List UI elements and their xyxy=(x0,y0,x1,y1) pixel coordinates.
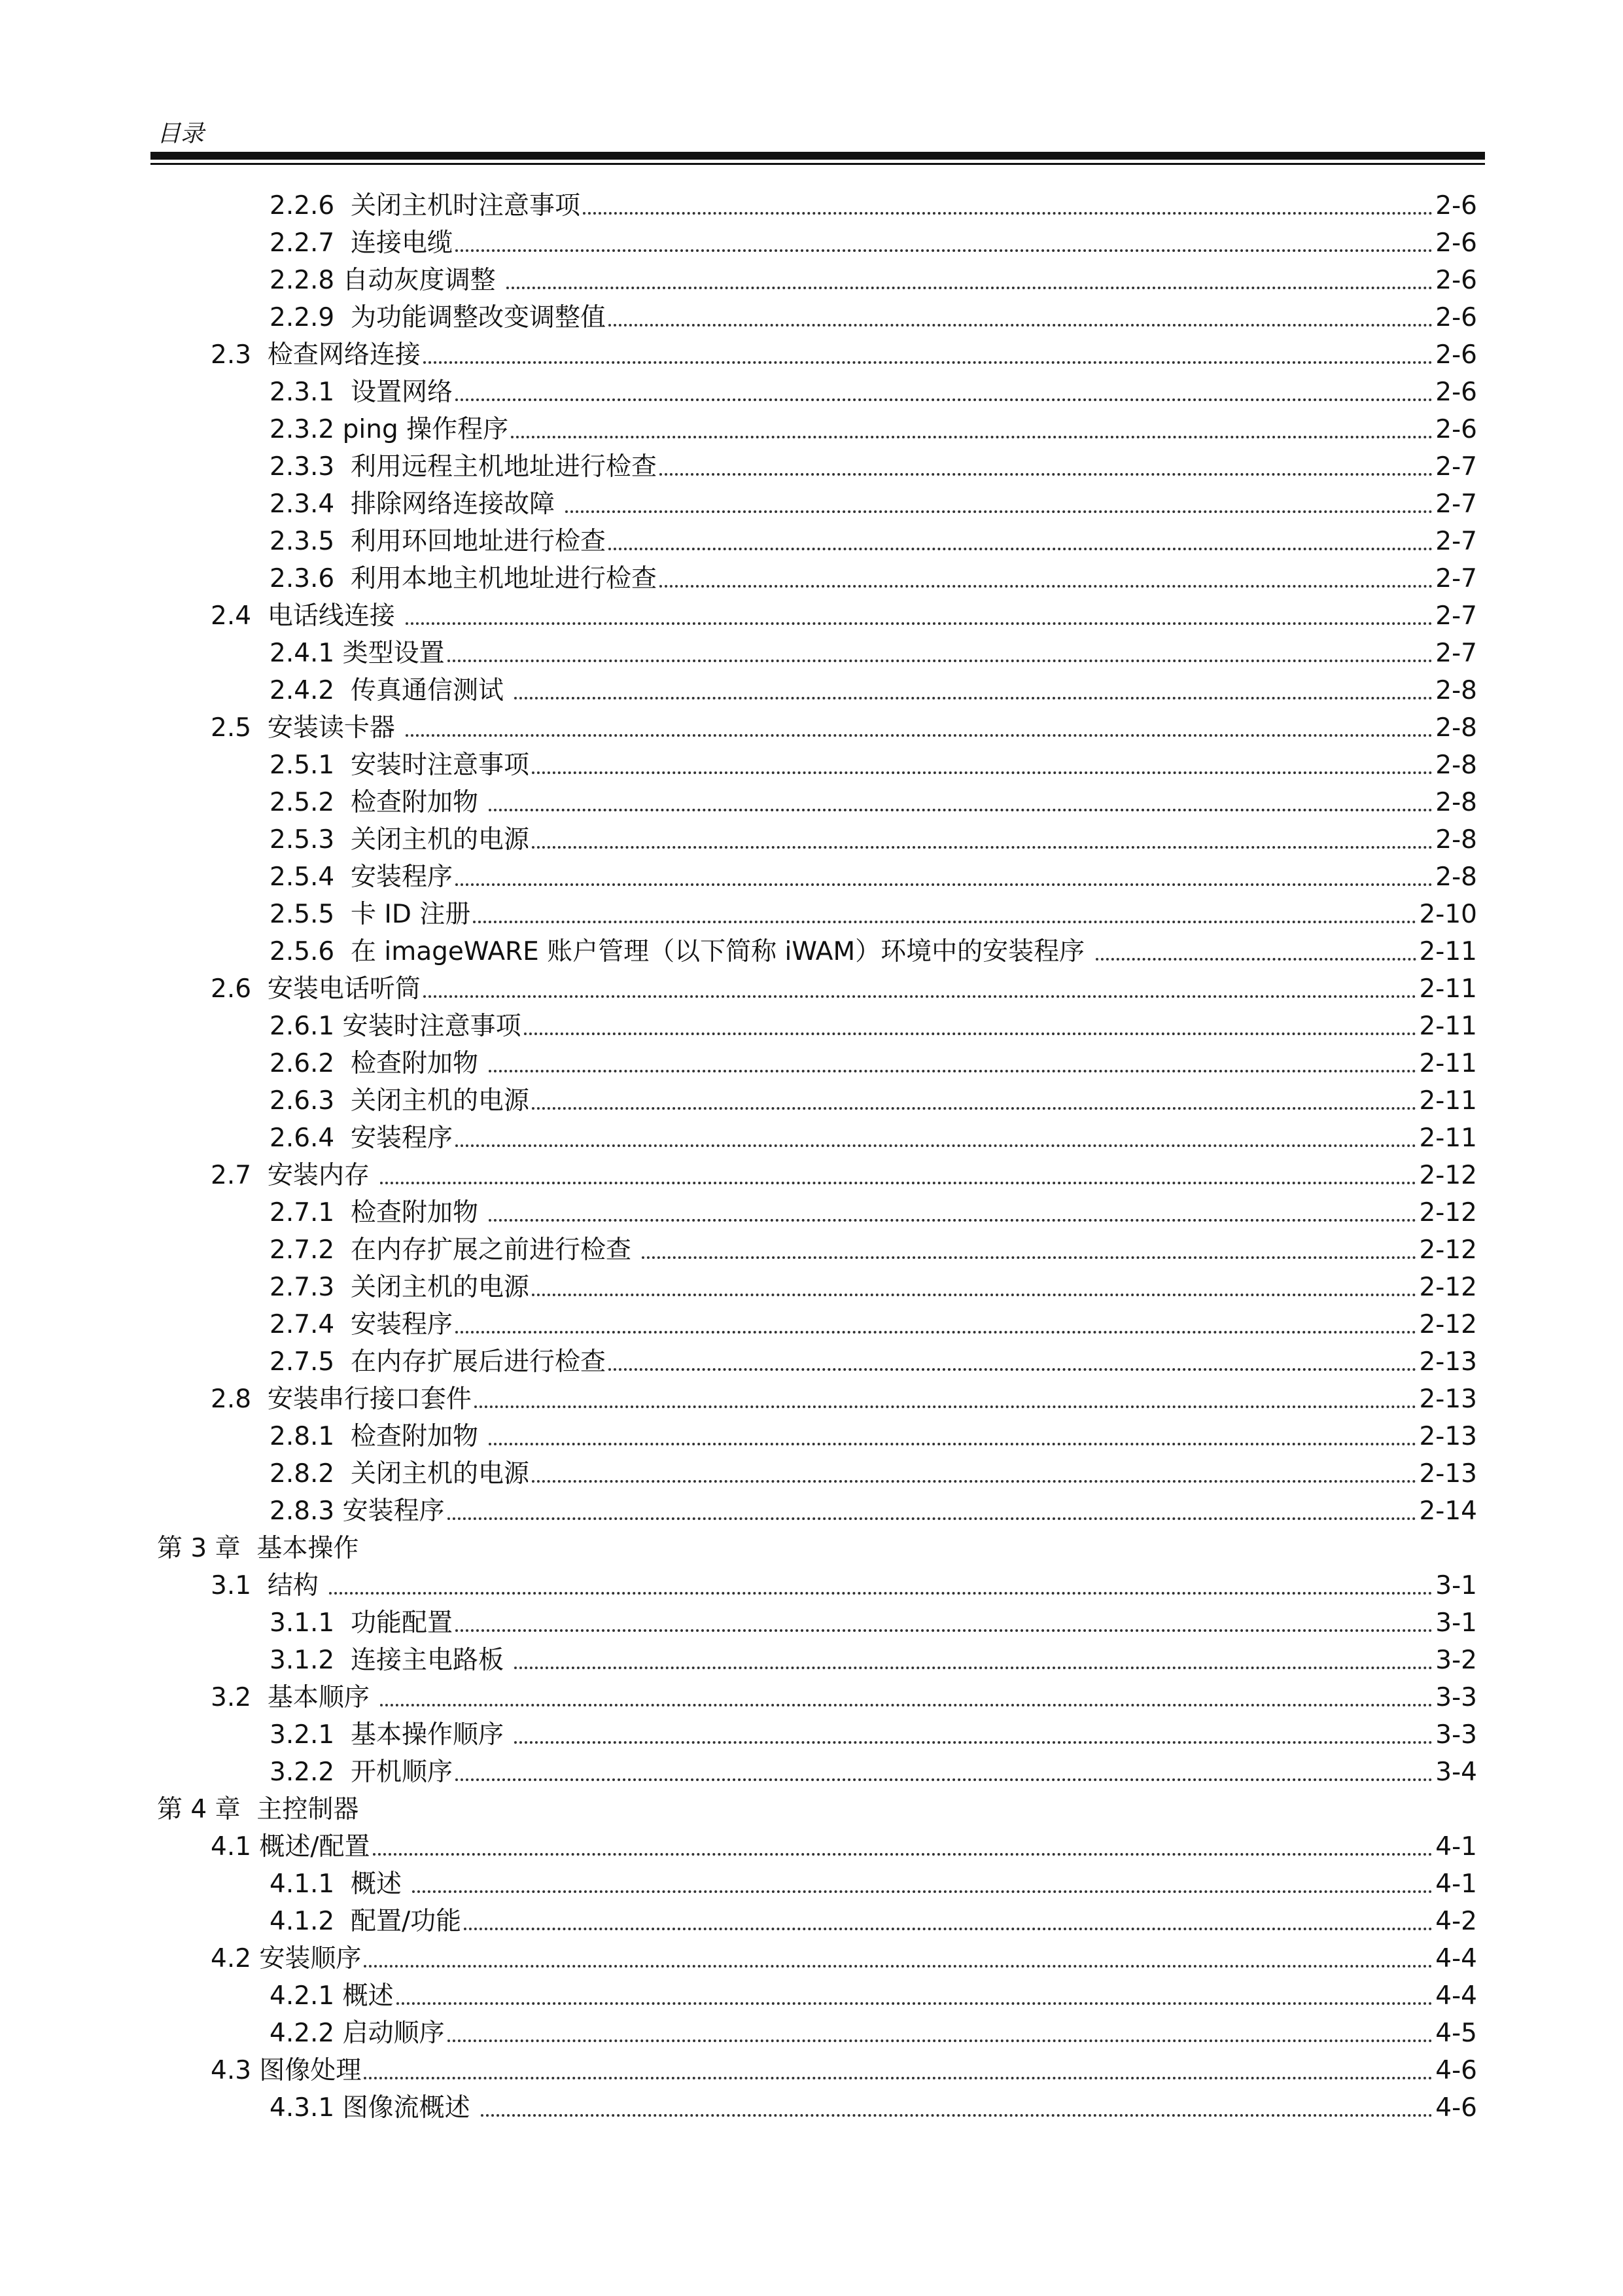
toc-entry-title: 2.5.4 安装程序 xyxy=(270,862,453,892)
dot-leader xyxy=(511,436,1433,438)
toc-entry xyxy=(0,929,1623,966)
dot-leader xyxy=(455,1778,1433,1781)
dot-leader xyxy=(532,1107,1416,1110)
toc-entry-title: 2.3.4 排除网络连接故障 xyxy=(270,489,563,520)
toc-entry xyxy=(0,1451,1623,1489)
toc-entry-title: 2.2.6 关闭主机时注意事项 xyxy=(270,191,581,221)
toc-entry-title: 2.7.1 检查附加物 xyxy=(270,1198,487,1228)
toc-entry-page: 4-1 xyxy=(1435,1869,1477,1899)
toc-entry xyxy=(0,1153,1623,1190)
dot-leader xyxy=(364,2077,1433,2079)
toc-entry-line xyxy=(270,864,1477,892)
toc-entry xyxy=(0,1936,1623,1973)
toc-entry-line xyxy=(270,640,1477,668)
toc-entry-line xyxy=(211,2057,1477,2085)
toc-entry-line xyxy=(270,1871,1477,1899)
toc-entry-page: 4-1 xyxy=(1435,1832,1477,1862)
toc-entry-page: 2-6 xyxy=(1435,415,1477,445)
toc-entry-page: 2-12 xyxy=(1419,1273,1477,1303)
toc-chapter-heading xyxy=(0,1787,1623,1824)
toc-entry-line xyxy=(270,1274,1477,1302)
toc-entry-page: 2-13 xyxy=(1419,1385,1477,1415)
toc-entry xyxy=(0,780,1623,817)
toc-entry-title: 4.2.2 启动顺序 xyxy=(270,2019,445,2049)
toc-entry-line xyxy=(211,1162,1477,1190)
toc-entry-title: 2.8 安装串行接口套件 xyxy=(211,1385,472,1415)
toc-entry xyxy=(0,1750,1623,1787)
toc-entry xyxy=(0,444,1623,482)
toc-entry-page: 2-11 xyxy=(1419,1123,1477,1154)
toc-entry xyxy=(0,1899,1623,1936)
toc-entry-line xyxy=(270,1722,1477,1750)
toc-entry-title: 2.4.2 传真通信测试 xyxy=(270,676,512,706)
toc-entry-page: 2-6 xyxy=(1435,228,1477,258)
dot-leader xyxy=(373,1853,1433,1856)
toc-entry-line xyxy=(270,1199,1477,1227)
dot-leader xyxy=(608,324,1433,327)
toc-entry xyxy=(0,1078,1623,1116)
toc-entry-line xyxy=(211,715,1477,743)
toc-entry xyxy=(0,1862,1623,1899)
toc-entry xyxy=(0,1227,1623,1265)
dot-leader xyxy=(455,1144,1416,1147)
toc-entry-title: 2.6.1 安装时注意事项 xyxy=(270,1012,521,1042)
toc-entry-title: 2.5.2 检查附加物 xyxy=(270,788,487,818)
toc-entry-page: 3-4 xyxy=(1435,1757,1477,1788)
toc-entry-title: 3.1 结构 xyxy=(211,1571,327,1601)
toc-entry-title: 2.3 检查网络连接 xyxy=(211,340,421,370)
dot-leader xyxy=(455,249,1433,252)
toc-entry-line xyxy=(270,789,1477,817)
toc-entry-page: 2-8 xyxy=(1435,788,1477,818)
toc-entry xyxy=(0,1414,1623,1451)
toc-entry xyxy=(0,482,1623,519)
dot-leader xyxy=(364,1965,1433,1968)
toc-entry-page: 4-6 xyxy=(1435,2056,1477,2086)
toc-entry xyxy=(0,519,1623,556)
toc-entry xyxy=(0,332,1623,370)
toc-entry-page: 2-7 xyxy=(1435,489,1477,520)
toc-entry-page: 2-11 xyxy=(1419,937,1477,967)
header-rule-thin xyxy=(150,163,1485,165)
toc-entry-page: 3-1 xyxy=(1435,1571,1477,1601)
toc-entry-title: 2.8.1 检查附加物 xyxy=(270,1422,487,1452)
toc-entry-line xyxy=(270,2020,1477,2048)
toc-entry-line xyxy=(270,1013,1477,1041)
toc-entry-title: 2.4.1 类型设置 xyxy=(270,639,445,669)
toc-entry-line xyxy=(270,304,1477,332)
toc-entry-page: 2-13 xyxy=(1419,1459,1477,1489)
toc-entry-title: 3.1.2 连接主电路板 xyxy=(270,1646,512,1676)
toc-entry-title: 2.6 安装电话听筒 xyxy=(211,974,421,1004)
toc-entry xyxy=(0,817,1623,855)
toc-entry-line xyxy=(270,2094,1477,2123)
toc-entry-page: 2-14 xyxy=(1419,1496,1477,1527)
toc-entry xyxy=(0,631,1623,668)
toc-entry-title: 2.3.2 ping 操作程序 xyxy=(270,415,509,445)
toc-entry xyxy=(0,1563,1623,1600)
toc-entry-title: 4.1.2 配置/功能 xyxy=(270,1907,462,1937)
toc-entry xyxy=(0,1600,1623,1638)
dot-leader xyxy=(608,1368,1416,1371)
toc-entry-line xyxy=(270,1237,1477,1265)
dot-leader xyxy=(455,883,1433,886)
toc-entry-title: 3.1.1 功能配置 xyxy=(270,1608,453,1638)
toc-entry-page: 2-8 xyxy=(1435,713,1477,743)
dot-leader xyxy=(423,361,1433,364)
toc-entry-line xyxy=(270,1610,1477,1638)
dot-leader xyxy=(524,1033,1417,1035)
toc-entry-title: 2.3.3 利用远程主机地址进行检查 xyxy=(270,452,657,482)
toc-entry-line xyxy=(270,677,1477,705)
toc-entry-page: 2-8 xyxy=(1435,676,1477,706)
toc-entry-page: 3-1 xyxy=(1435,1608,1477,1638)
dot-leader xyxy=(489,809,1433,811)
toc-entry-line xyxy=(270,826,1477,855)
dot-leader xyxy=(447,1517,1417,1520)
toc-entry-line xyxy=(157,1796,1477,1824)
toc-entry-title: 4.3.1 图像流概述 xyxy=(270,2093,479,2123)
toc-entry xyxy=(0,1190,1623,1227)
toc-entry xyxy=(0,556,1623,593)
toc-entry-page: 2-7 xyxy=(1435,452,1477,482)
toc-entry-line xyxy=(270,379,1477,407)
toc-entry-page: 2-6 xyxy=(1435,303,1477,333)
toc-entry xyxy=(0,1116,1623,1153)
toc-entry-page: 2-7 xyxy=(1435,564,1477,594)
toc-entry-title: 2.3.5 利用环回地址进行检查 xyxy=(270,527,606,557)
toc-entry-title: 2.5.5 卡 ID 注册 xyxy=(270,900,471,930)
toc-entry-page: 2-6 xyxy=(1435,191,1477,221)
toc-entry-line xyxy=(270,1349,1477,1377)
toc-entry xyxy=(0,1973,1623,2011)
toc-entry-title: 2.6.3 关闭主机的电源 xyxy=(270,1086,530,1116)
dot-leader xyxy=(532,771,1433,774)
toc-entry-page: 2-13 xyxy=(1419,1347,1477,1377)
toc-entry xyxy=(0,1675,1623,1712)
toc-entry xyxy=(0,1302,1623,1339)
dot-leader xyxy=(380,1182,1416,1184)
toc-entry-page: 3-3 xyxy=(1435,1720,1477,1750)
toc-entry-page: 2-12 xyxy=(1419,1198,1477,1228)
toc-entry-title: 4.2 安装顺序 xyxy=(211,1944,362,1974)
dot-leader xyxy=(406,734,1433,737)
header-rule-thick xyxy=(150,152,1485,160)
toc-entry xyxy=(0,2048,1623,2085)
dot-leader xyxy=(455,1331,1416,1333)
toc-entry xyxy=(0,1004,1623,1041)
toc-entry-line xyxy=(270,938,1477,966)
toc-entry-page: 2-7 xyxy=(1435,527,1477,557)
toc-entry-title: 3.2 基本顺序 xyxy=(211,1683,378,1713)
toc-entry-line xyxy=(270,267,1477,295)
toc-entry-page: 2-12 xyxy=(1419,1161,1477,1191)
toc-entry-title: 2.8.2 关闭主机的电源 xyxy=(270,1459,530,1489)
dot-leader xyxy=(329,1592,1433,1595)
toc-entry-page: 3-2 xyxy=(1435,1646,1477,1676)
toc-entry-title: 2.7 安装内存 xyxy=(211,1161,378,1191)
toc-entry xyxy=(0,668,1623,705)
table-of-contents xyxy=(0,183,1623,2123)
toc-entry xyxy=(0,183,1623,221)
toc-entry-page: 2-7 xyxy=(1435,601,1477,631)
dot-leader xyxy=(447,660,1433,662)
toc-entry-title: 2.5.6 在 imageWARE 账户管理（以下简称 iWAM）环境中的安装程序 xyxy=(270,937,1093,967)
dot-leader xyxy=(473,921,1416,923)
toc-entry-title: 4.1 概述/配置 xyxy=(211,1832,370,1862)
toc-entry xyxy=(0,2085,1623,2123)
dot-leader xyxy=(642,1256,1416,1259)
dot-leader xyxy=(464,1928,1433,1930)
toc-entry-title: 2.8.3 安装程序 xyxy=(270,1496,445,1527)
dot-leader xyxy=(532,846,1433,849)
dot-leader xyxy=(455,398,1433,401)
toc-entry xyxy=(0,1489,1623,1526)
toc-entry xyxy=(0,1265,1623,1302)
toc-entry-title: 2.5.1 安装时注意事项 xyxy=(270,751,530,781)
toc-entry-page: 4-2 xyxy=(1435,1907,1477,1937)
toc-entry-line xyxy=(211,1945,1477,1973)
dot-leader xyxy=(659,585,1433,588)
toc-entry-title: 2.2.7 连接电缆 xyxy=(270,228,453,258)
toc-entry-title: 第 3 章 基本操作 xyxy=(157,1534,359,1564)
toc-entry-line xyxy=(270,1050,1477,1078)
toc-entry-title: 2.6.4 安装程序 xyxy=(270,1123,453,1154)
toc-entry-line xyxy=(270,491,1477,519)
dot-leader xyxy=(481,2114,1433,2117)
dot-leader xyxy=(396,2002,1433,2005)
dot-leader xyxy=(532,1480,1416,1483)
toc-entry-title: 2.7.5 在内存扩展后进行检查 xyxy=(270,1347,606,1377)
toc-entry xyxy=(0,743,1623,780)
toc-entry-line xyxy=(270,453,1477,482)
toc-entry-line xyxy=(270,565,1477,593)
toc-entry xyxy=(0,221,1623,258)
toc-entry-page: 2-11 xyxy=(1419,974,1477,1004)
toc-entry-title: 4.1.1 概述 xyxy=(270,1869,410,1899)
toc-entry-title: 2.7.3 关闭主机的电源 xyxy=(270,1273,530,1303)
toc-entry-title: 第 4 章 主控制器 xyxy=(157,1795,359,1825)
toc-entry xyxy=(0,855,1623,892)
dot-leader xyxy=(380,1704,1433,1706)
toc-entry-title: 2.3.1 设置网络 xyxy=(270,378,453,408)
toc-entry-line xyxy=(270,1311,1477,1339)
dot-leader xyxy=(514,1667,1433,1669)
toc-entry-page: 2-6 xyxy=(1435,340,1477,370)
toc-entry-line xyxy=(270,1087,1477,1116)
toc-entry xyxy=(0,1712,1623,1750)
toc-entry-line xyxy=(270,1983,1477,2011)
dot-leader xyxy=(583,212,1433,215)
toc-entry-line xyxy=(157,1535,1477,1563)
toc-entry-title: 2.2.9 为功能调整改变调整值 xyxy=(270,303,606,333)
toc-entry-page: 4-5 xyxy=(1435,2019,1477,2049)
toc-entry-page: 2-11 xyxy=(1419,1012,1477,1042)
toc-entry-page: 2-8 xyxy=(1435,751,1477,781)
toc-entry-line xyxy=(211,342,1477,370)
toc-entry-page: 2-11 xyxy=(1419,1086,1477,1116)
toc-entry-line xyxy=(270,901,1477,929)
toc-entry xyxy=(0,1339,1623,1377)
toc-entry-line xyxy=(211,1386,1477,1414)
toc-entry-page: 2-8 xyxy=(1435,825,1477,855)
toc-entry-line xyxy=(211,976,1477,1004)
running-header-title: 目录 xyxy=(157,120,205,147)
toc-entry-page: 4-6 xyxy=(1435,2093,1477,2123)
toc-entry-title: 2.3.6 利用本地主机地址进行检查 xyxy=(270,564,657,594)
toc-entry-page: 2-10 xyxy=(1419,900,1477,930)
dot-leader xyxy=(447,2040,1433,2042)
toc-entry-title: 4.2.1 概述 xyxy=(270,1981,394,2011)
dot-leader xyxy=(514,1741,1433,1744)
toc-entry xyxy=(0,593,1623,631)
toc-entry-page: 3-3 xyxy=(1435,1683,1477,1713)
dot-leader xyxy=(1096,958,1417,961)
dot-leader xyxy=(474,1405,1417,1408)
toc-entry-title: 2.7.4 安装程序 xyxy=(270,1310,453,1340)
toc-entry-title: 2.5.3 关闭主机的电源 xyxy=(270,825,530,855)
toc-entry-line xyxy=(270,1125,1477,1153)
toc-entry-line xyxy=(270,528,1477,556)
toc-entry xyxy=(0,370,1623,407)
dot-leader xyxy=(608,548,1433,550)
toc-chapter-heading xyxy=(0,1526,1623,1563)
toc-entry xyxy=(0,966,1623,1004)
dot-leader xyxy=(532,1294,1416,1296)
toc-entry-line xyxy=(211,1684,1477,1712)
toc-entry-line xyxy=(211,603,1477,631)
toc-entry-page: 2-11 xyxy=(1419,1049,1477,1079)
toc-entry-page: 2-6 xyxy=(1435,266,1477,296)
dot-leader xyxy=(455,1629,1433,1632)
dot-leader xyxy=(423,995,1417,998)
toc-entry xyxy=(0,705,1623,743)
toc-entry-line xyxy=(270,752,1477,780)
toc-entry xyxy=(0,1824,1623,1862)
toc-entry-page: 2-12 xyxy=(1419,1235,1477,1265)
toc-entry-page: 4-4 xyxy=(1435,1981,1477,2011)
toc-entry xyxy=(0,892,1623,929)
toc-entry-line xyxy=(270,1498,1477,1526)
toc-entry xyxy=(0,1638,1623,1675)
toc-entry-line xyxy=(270,416,1477,444)
dot-leader xyxy=(659,473,1433,476)
toc-entry-line xyxy=(270,1460,1477,1489)
toc-entry-line xyxy=(270,1759,1477,1787)
toc-entry-title: 2.2.8 自动灰度调整 xyxy=(270,266,504,296)
toc-entry-line xyxy=(211,1572,1477,1600)
toc-entry xyxy=(0,258,1623,295)
dot-leader xyxy=(406,622,1433,625)
toc-entry-title: 3.2.2 开机顺序 xyxy=(270,1757,453,1788)
toc-entry xyxy=(0,2011,1623,2048)
toc-entry-page: 2-13 xyxy=(1419,1422,1477,1452)
toc-entry-line xyxy=(270,230,1477,258)
toc-entry-page: 2-7 xyxy=(1435,639,1477,669)
toc-entry-page: 2-8 xyxy=(1435,862,1477,892)
toc-entry-page: 4-4 xyxy=(1435,1944,1477,1974)
toc-entry xyxy=(0,407,1623,444)
toc-entry-title: 2.7.2 在内存扩展之前进行检查 xyxy=(270,1235,640,1265)
toc-entry xyxy=(0,1041,1623,1078)
dot-leader xyxy=(489,1443,1416,1445)
toc-entry-title: 4.3 图像处理 xyxy=(211,2056,362,2086)
toc-entry-line xyxy=(211,1833,1477,1862)
dot-leader xyxy=(565,510,1433,513)
toc-entry-title: 2.4 电话线连接 xyxy=(211,601,404,631)
dot-leader xyxy=(412,1890,1433,1893)
toc-entry-line xyxy=(270,1423,1477,1451)
toc-entry-title: 3.2.1 基本操作顺序 xyxy=(270,1720,512,1750)
dot-leader xyxy=(489,1070,1416,1072)
toc-entry-page: 2-12 xyxy=(1419,1310,1477,1340)
toc-entry-title: 2.6.2 检查附加物 xyxy=(270,1049,487,1079)
dot-leader xyxy=(506,287,1433,289)
toc-entry-page: 2-6 xyxy=(1435,378,1477,408)
toc-entry-line xyxy=(270,1647,1477,1675)
toc-entry xyxy=(0,1377,1623,1414)
toc-entry-title: 2.5 安装读卡器 xyxy=(211,713,404,743)
toc-entry xyxy=(0,295,1623,332)
toc-entry-line xyxy=(270,1908,1477,1936)
dot-leader xyxy=(489,1219,1416,1222)
toc-entry-line xyxy=(270,192,1477,221)
dot-leader xyxy=(514,697,1433,699)
